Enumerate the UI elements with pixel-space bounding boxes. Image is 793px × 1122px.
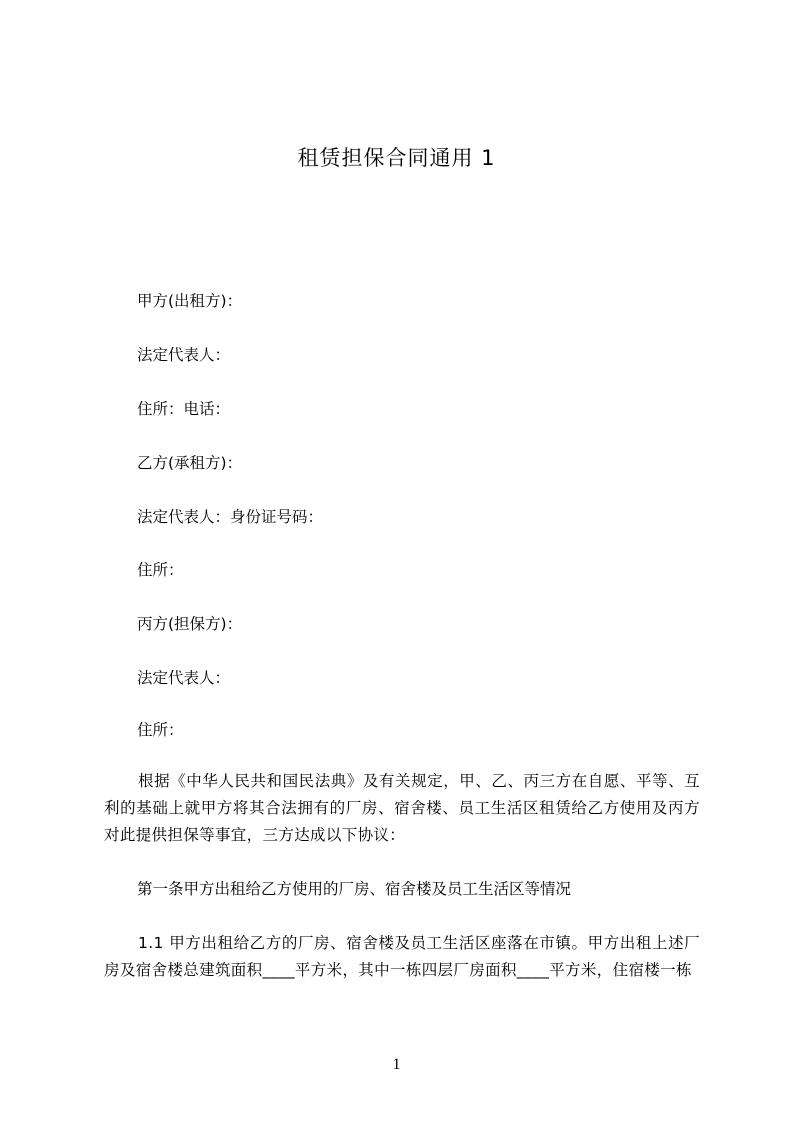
article-1-heading: 第一条甲方出租给乙方使用的厂房、宿舍楼及员工生活区等情况 bbox=[137, 880, 572, 898]
party-a-representative-line: 法定代表人： bbox=[137, 346, 231, 364]
party-b-address-line: 住所： bbox=[137, 561, 184, 579]
intro-paragraph: 根据《中华人民共和国民法典》及有关规定，甲、乙、丙三方在自愿、平等、互利的基础上就甲方将其合法拥有的厂房、宿舍楼、员工生活区租赁给乙方使用及丙方对此提供担保等事宜，三方达成以下协议： bbox=[104, 772, 700, 844]
party-a-address-phone-line: 住所：电话： bbox=[137, 400, 231, 418]
party-b-representative-id-line: 法定代表人：身份证号码： bbox=[137, 508, 324, 526]
document-title: 租赁担保合同通用 1 bbox=[297, 146, 496, 170]
party-c-line: 丙方(担保方)： bbox=[137, 615, 243, 633]
party-c-representative-line: 法定代表人： bbox=[137, 669, 231, 687]
party-a-line: 甲方(出租方)： bbox=[137, 292, 243, 310]
clause-1-1-paragraph: 1.1 甲方出租给乙方的厂房、宿舍楼及员工生活区座落在市镇。甲方出租上述厂房及宿舍楼总建筑面积____平方米，其中一栋四层厂房面积____平方米，住宿楼一栋 bbox=[104, 934, 700, 979]
page-number: 1 bbox=[392, 1056, 401, 1073]
party-c-address-line: 住所： bbox=[137, 721, 184, 739]
party-b-line: 乙方(承租方)： bbox=[137, 454, 243, 472]
